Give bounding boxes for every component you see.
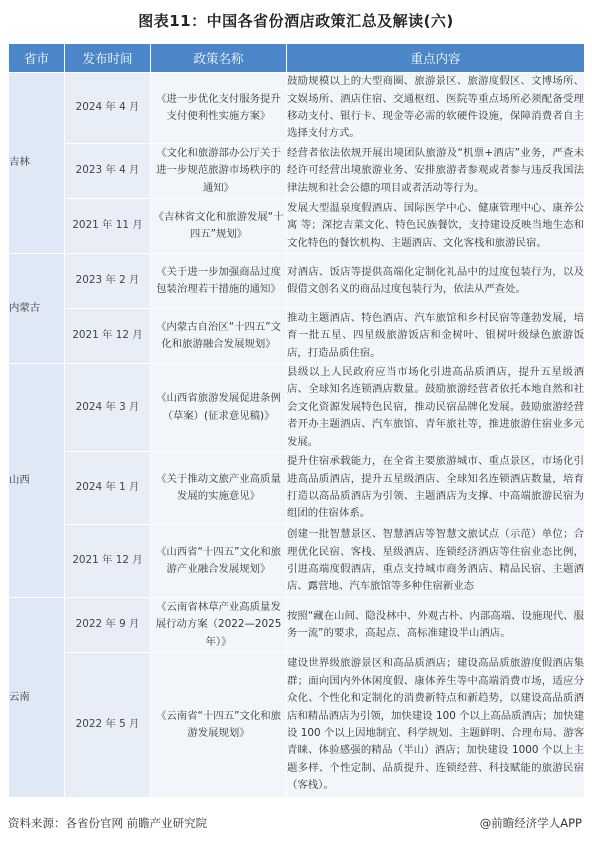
province-cell: 吉林 xyxy=(9,73,65,254)
content-cell: 提升住宿承载能力，在全省主要旅游城市、重点景区，市场化引进高品质酒店，提升五星级酒店、全球知名连锁酒店数量，培育打造以高品质酒店为引领、主题酒店为支撑、中高端旅游民宿为组团的住宿体系。 xyxy=(287,452,585,525)
table-row xyxy=(9,309,585,364)
table-row xyxy=(9,73,585,144)
policy-cell: 《关于推动文旅产业高质量发展的实施意见》 xyxy=(151,452,287,525)
content-cell: 创建一批智慧景区、智慧酒店等智慧文旅试点（示范）单位；合理优化民宿、客栈、星级酒店、连锁经济酒店等住宿业态比例，引进高端度假酒店，重点支持城市商务酒店、精品民宿、主题酒店、露营地、汽车旅馆等多种住宿新业态 xyxy=(287,525,585,598)
policy-cell: 《文化和旅游部办公厅关于进一步规范旅游市场秩序的通知》 xyxy=(151,144,287,199)
date-cell: 2024 年 1 月 xyxy=(65,452,151,525)
header-province: 省市 xyxy=(9,44,65,73)
policy-table xyxy=(8,43,585,798)
table-row xyxy=(9,525,585,598)
table-row xyxy=(9,598,585,653)
brand-credit: @前瞻经济学人APP xyxy=(479,816,582,830)
source-note: 资料来源：各省份官网 前瞻产业研究院 xyxy=(8,816,208,830)
policy-cell: 《山西省“十四五”文化和旅游产业融合发展规划》 xyxy=(151,525,287,598)
table-row xyxy=(9,144,585,199)
date-cell: 2024 年 3 月 xyxy=(65,364,151,452)
policy-cell: 《进一步优化支付服务提升支付便利性实施方案》 xyxy=(151,73,287,144)
policy-cell: 《关于进一步加强商品过度包装治理若干措施的通知》 xyxy=(151,254,287,309)
chart-title: 图表11：中国各省份酒店政策汇总及解读(六) xyxy=(138,12,454,30)
date-cell: 2024 年 4 月 xyxy=(65,73,151,144)
date-cell: 2023 年 2 月 xyxy=(65,254,151,309)
policy-cell: 《吉林省文化和旅游发展“十四五”规划》 xyxy=(151,199,287,254)
date-cell: 2021 年 11 月 xyxy=(65,199,151,254)
content-cell: 按照“藏在山间、隐没林中、外观古朴、内部高端、设施现代、服务一流”的要求，高起点、高标准建设半山酒店。 xyxy=(287,598,585,653)
province-cell: 山西 xyxy=(9,364,65,598)
header-policy: 政策名称 xyxy=(151,44,287,73)
content-cell: 建设世界级旅游景区和高品质酒店；建设高品质旅游度假酒店集群；面向国内外休闲度假、康体养生等中高端消费市场，适应分众化、个性化和定制化的消费新特点和新趋势，以建设高品质酒店和精品酒店为引领，加快建设 100 个以上高品质酒店；加快建设 100 个以上因地制宜、科学规划、主题鲜明、合理布局、游客青睐、体验感强的精品（半山）酒店；加快建设 1000 个以上主题多样、个性定制、品质提升、连锁经营、科技赋能的旅游民宿（客栈）。 xyxy=(287,653,585,798)
content-cell: 县级以上人民政府应当市场化引进高品质酒店，提升五星级酒店、全球知名连锁酒店数量。鼓励旅游经营者依托本地自然和社会文化资源发展特色民宿，推动民宿品牌化发展。鼓励旅游经营者开办主题酒店、汽车旅馆、青年旅社等，推进旅游住宿业多元发展。 xyxy=(287,364,585,452)
header-content: 重点内容 xyxy=(287,44,585,73)
date-cell: 2021 年 12 月 xyxy=(65,525,151,598)
content-cell: 鼓励规模以上的大型商圈、旅游景区、旅游度假区、文博场所、文娱场所、酒店住宿、交通枢纽、医院等重点场所必须配备受理移动支付、银行卡、现金等必需的软硬件设施，保障消费者自主选择支付方式。 xyxy=(287,73,585,144)
table-header-row xyxy=(9,44,585,73)
content-cell: 发展大型温泉度假酒店、国际医学中心、健康管理中心、康养公寓 等；深挖吉菜文化、特色民族餐饮，支持建设反映当地生态和文化特色的餐饮机构、主题酒店、文化客栈和旅游民宿。 xyxy=(287,199,585,254)
table-row xyxy=(9,199,585,254)
table-row xyxy=(9,452,585,525)
province-cell: 内蒙古 xyxy=(9,254,65,364)
date-cell: 2021 年 12 月 xyxy=(65,309,151,364)
policy-cell: 《云南省林草产业高质量发展行动方案（2022—2025 年）》 xyxy=(151,598,287,653)
date-cell: 2023 年 4 月 xyxy=(65,144,151,199)
content-cell: 推动主题酒店、特色酒店、汽车旅馆和乡村民宿等蓬勃发展，培育一批五星、四星级旅游饭店和金树叶、银树叶级绿色旅游饭店，打造品质住宿。 xyxy=(287,309,585,364)
table-row xyxy=(9,254,585,309)
table-row xyxy=(9,653,585,798)
table-row xyxy=(9,364,585,452)
date-cell: 2022 年 5 月 xyxy=(65,653,151,798)
date-cell: 2022 年 9 月 xyxy=(65,598,151,653)
content-cell: 经营者依法依规开展出境团队旅游及“机票+酒店”业务，严查未经许可经营出境旅游业务、安排旅游者参观或者参与违反我国法律法规和社会公德的项目或者活动等行为。 xyxy=(287,144,585,199)
policy-cell: 《内蒙古自治区“十四五”文化和旅游融合发展规划》 xyxy=(151,309,287,364)
content-cell: 对酒店、饭店等提供高端化定制化礼品中的过度包装行为，以及假借文创名义的商品过度包装行为，依法从严查处。 xyxy=(287,254,585,309)
policy-cell: 《山西省旅游发展促进条例（草案）(征求意见稿)》 xyxy=(151,364,287,452)
province-cell: 云南 xyxy=(9,598,65,798)
header-date: 发布时间 xyxy=(65,44,151,73)
policy-cell: 《云南省“十四五”文化和旅游发展规划》 xyxy=(151,653,287,798)
